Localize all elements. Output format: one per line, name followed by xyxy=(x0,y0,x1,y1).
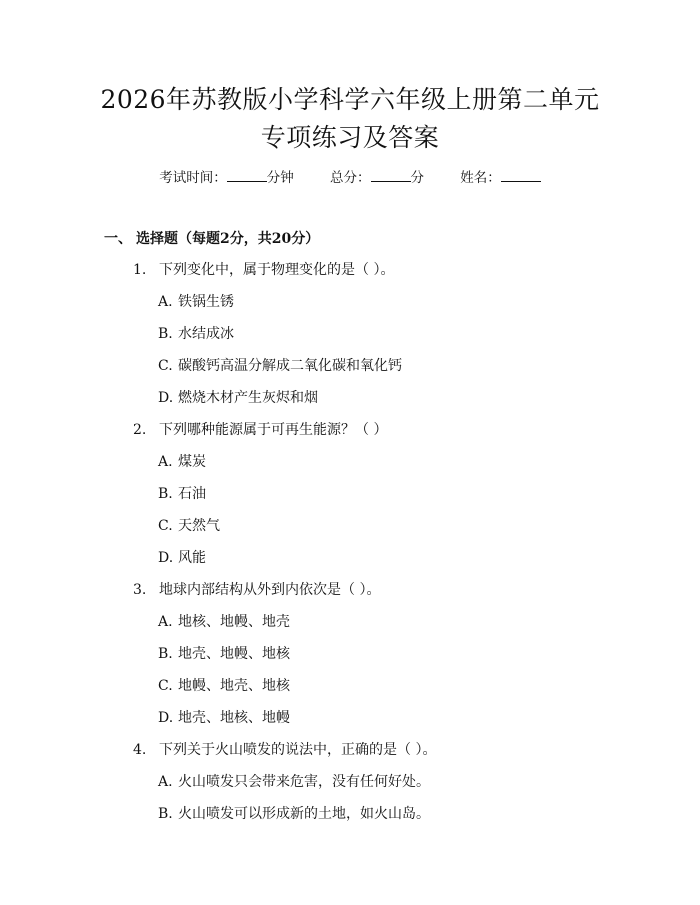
question-number: 2. xyxy=(133,422,147,438)
option-text: 地核、地幔、地壳 xyxy=(178,614,290,630)
section-heading xyxy=(104,229,319,249)
option-text: 铁锅生锈 xyxy=(178,294,234,310)
question-2-option-d xyxy=(158,548,206,568)
question-4-option-b xyxy=(158,804,430,824)
option-label: D. xyxy=(158,550,174,566)
question-3-option-d xyxy=(158,708,290,728)
option-text: 火山喷发可以形成新的土地，如火山岛。 xyxy=(178,806,430,822)
question-3-option-a xyxy=(158,612,290,632)
question-text: 下列哪种能源属于可再生能源？（ ） xyxy=(159,422,388,438)
option-text: 煤炭 xyxy=(178,454,206,470)
question-3-option-b xyxy=(158,644,290,664)
question-text: 地球内部结构从外到内依次是（ ）。 xyxy=(159,582,381,598)
document-title-line2: 专项练习及答案 xyxy=(260,123,440,152)
option-text: 水结成冰 xyxy=(178,326,234,342)
option-label: C. xyxy=(158,358,173,374)
total-score-label: 总分： xyxy=(330,170,371,186)
option-text: 地壳、地核、地幔 xyxy=(178,710,290,726)
exam-time-label: 考试时间： xyxy=(159,170,227,186)
option-label: B. xyxy=(158,806,173,822)
question-2-option-c xyxy=(158,516,220,536)
option-text: 地幔、地壳、地核 xyxy=(178,678,290,694)
document-title-line1: 2026年苏教版小学科学六年级上册第二单元 xyxy=(100,85,600,114)
option-label: A. xyxy=(158,294,173,310)
option-label: B. xyxy=(158,326,173,342)
exam-time-unit: 分钟 xyxy=(266,170,294,186)
exam-time xyxy=(159,168,294,188)
section-number: 一、 xyxy=(104,231,132,247)
question-number: 3. xyxy=(133,582,147,598)
question-3 xyxy=(133,580,380,600)
total-score xyxy=(330,168,424,188)
option-label: A. xyxy=(158,774,173,790)
student-name-blank xyxy=(501,169,541,182)
option-text: 石油 xyxy=(178,486,206,502)
question-number: 1. xyxy=(133,262,147,278)
total-score-blank xyxy=(371,169,411,182)
option-label: C. xyxy=(158,678,173,694)
question-1-option-d xyxy=(158,388,318,408)
section-title: 选择题（每题2分，共20分） xyxy=(136,231,320,247)
option-label: D. xyxy=(158,390,174,406)
option-label: B. xyxy=(158,486,173,502)
question-4 xyxy=(133,740,436,760)
question-2-option-a xyxy=(158,452,206,472)
exam-meta xyxy=(0,168,700,188)
question-1 xyxy=(133,260,394,280)
question-3-option-c xyxy=(158,676,290,696)
option-text: 碳酸钙高温分解成二氧化碳和氧化钙 xyxy=(178,358,402,374)
option-text: 风能 xyxy=(178,550,206,566)
option-text: 火山喷发只会带来危害，没有任何好处。 xyxy=(178,774,430,790)
option-text: 地壳、地幔、地核 xyxy=(178,646,290,662)
question-text: 下列变化中，属于物理变化的是（ ）。 xyxy=(159,262,395,278)
student-name xyxy=(460,168,541,188)
exam-time-blank xyxy=(227,169,267,182)
option-label: B. xyxy=(158,646,173,662)
student-name-label: 姓名： xyxy=(460,170,501,186)
option-label: C. xyxy=(158,518,173,534)
question-text: 下列关于火山喷发的说法中，正确的是（ ）。 xyxy=(159,742,437,758)
question-4-option-a xyxy=(158,772,430,792)
question-2 xyxy=(133,420,387,440)
option-text: 燃烧木材产生灰烬和烟 xyxy=(178,390,318,406)
question-1-option-b xyxy=(158,324,234,344)
question-2-option-b xyxy=(158,484,206,504)
total-score-unit: 分 xyxy=(410,170,424,186)
question-1-option-c xyxy=(158,356,402,376)
question-1-option-a xyxy=(158,292,234,312)
question-number: 4. xyxy=(133,742,147,758)
option-label: A. xyxy=(158,454,173,470)
option-text: 天然气 xyxy=(178,518,220,534)
option-label: A. xyxy=(158,614,173,630)
option-label: D. xyxy=(158,710,174,726)
